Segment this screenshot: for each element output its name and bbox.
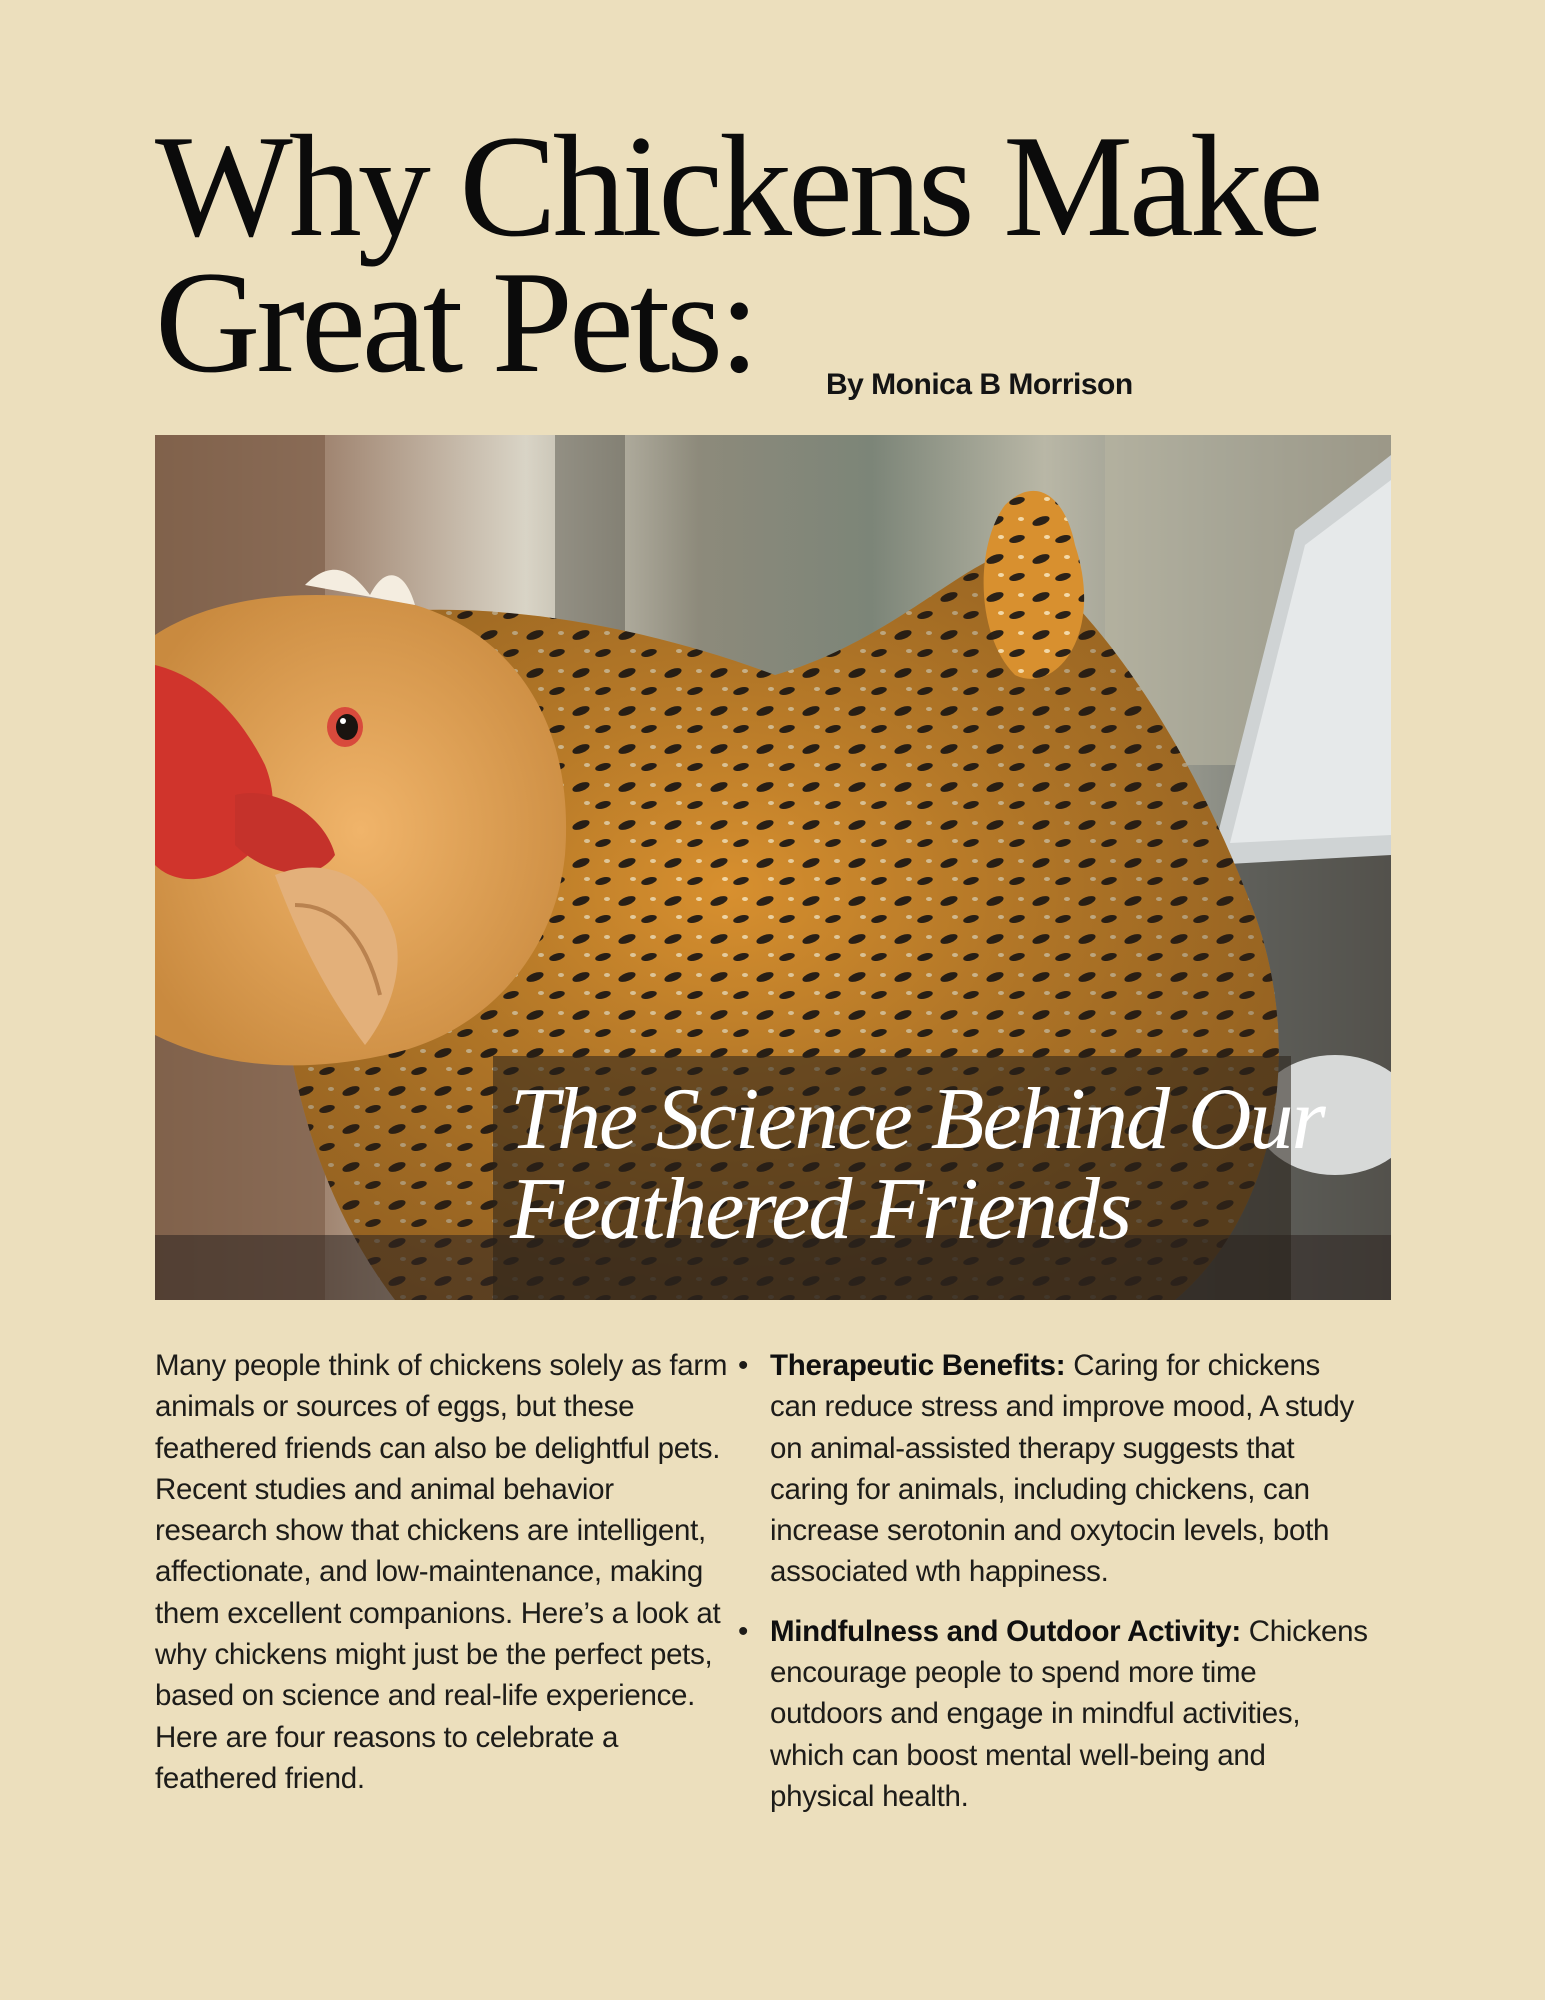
reason-text: Chickens encourage people to spend more time outdoors and engage in mindful activities, which can boost mental well-being and physical health. [770,1614,1368,1813]
list-item [738,1345,1370,1593]
reason-text: Caring for chickens can reduce stress and improve mood, A study on animal-assisted therapy suggests that caring for animals, including chickens, can increase serotonin and oxytocin levels, both associated wth happiness. [770,1349,1354,1589]
bullet-icon: • [738,1349,749,1382]
photo-caption-line-1: The Science Behind Our [510,1071,1324,1168]
chicken-photo [155,435,1391,1300]
article-title-line-2: Great Pets: [155,241,756,403]
article-title-line-1: Why Chickens Make [155,105,1320,267]
list-item [738,1611,1370,1817]
reasons-list [738,1345,1370,1835]
article-title [155,105,1320,403]
photo-caption [510,1071,1324,1258]
reason-heading: Therapeutic Benefits: [770,1349,1066,1382]
reason-heading: Mindfulness and Outdoor Activity: [770,1614,1241,1648]
byline: By Monica B Morrison [826,368,1133,401]
photo-caption-line-2: Feathered Friends [510,1161,1131,1258]
bullet-icon: • [738,1614,749,1648]
intro-paragraph: Many people think of chickens solely as farm animals or sources of eggs, but these feathered friends can also be delightful pets. Recent studies and animal behavior research show that chickens are intelligent, affectionate, and low-maintenance, making them excellent companions. Here’s a look at why chickens might just be the perfect pets, based on science and real-life experience. Here are four reasons to celebrate a feathered friend. [155,1349,728,1795]
